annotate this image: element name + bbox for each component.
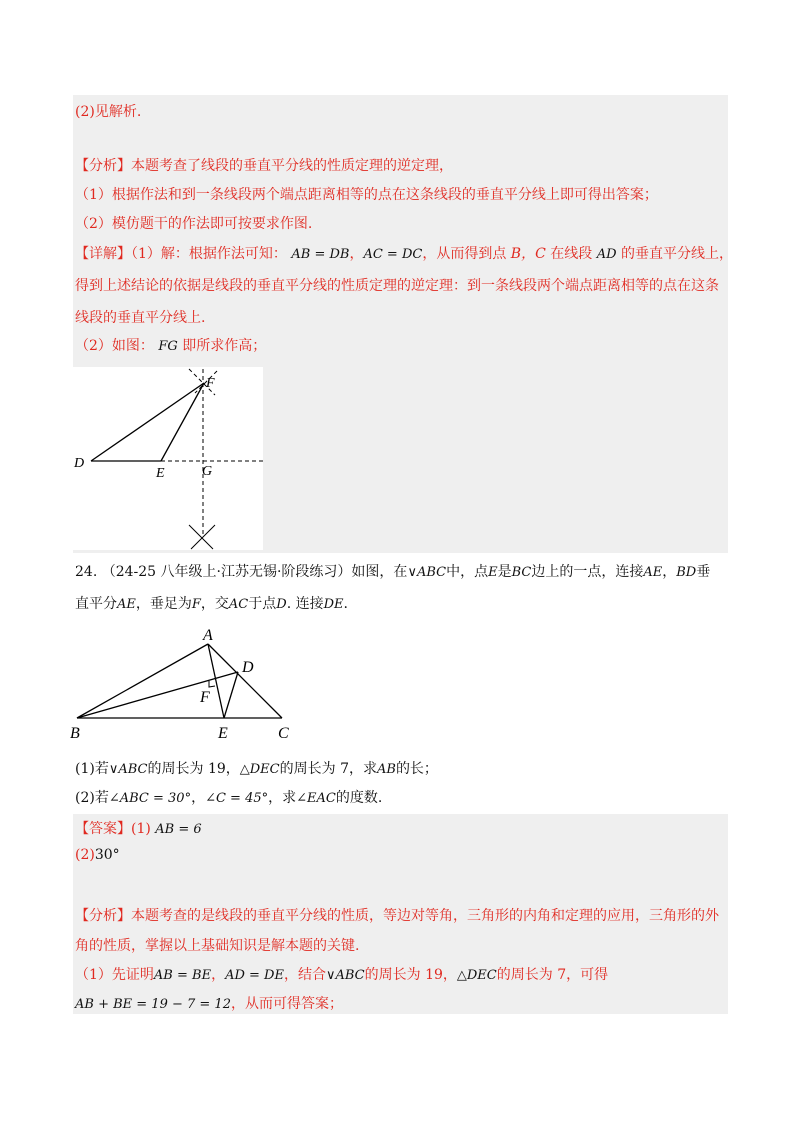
sol-eq-2: AD = DE <box>225 968 284 983</box>
analysis-tag: 【分析】 <box>75 158 131 174</box>
q24-text-1: 中，点 <box>446 564 489 580</box>
analysis2-text-1: 本题考查的是线段的垂直平分线的性质，等边对等角，三角形的内角和定理的应用，三角形的外 <box>131 908 719 924</box>
sol-text-a: （1）先证明 <box>75 967 154 983</box>
answer2-value: 30° <box>94 847 120 863</box>
q24-seg-bc: BC <box>511 565 532 580</box>
q24-figure-svg <box>70 626 300 744</box>
q24-p2-m1: ∠ABC = 30° <box>108 791 192 806</box>
right-angle-mark <box>209 681 215 687</box>
answer1-value: AB = 6 <box>155 822 202 837</box>
label-f: F <box>206 376 215 391</box>
segment-ef <box>161 383 204 461</box>
q24-p1-d: 的长； <box>395 761 438 777</box>
q24-p2-a: (2)若 <box>75 790 109 806</box>
sol-tri2: △DEC <box>456 968 497 983</box>
label-e: E <box>156 466 165 481</box>
q24-l2-f: F <box>191 597 201 612</box>
q24-l2-de: DE <box>323 597 344 612</box>
label-f: F <box>200 689 210 706</box>
q24-p1-tri: ∨ABC <box>108 762 148 777</box>
q24-p1-a: (1)若 <box>75 761 109 777</box>
segment-fg: FG <box>158 339 178 354</box>
q24-l2-dpt: D <box>276 597 287 612</box>
solution-line-2 <box>75 995 343 1014</box>
analysis-line <box>75 157 453 175</box>
q24-part-2 <box>75 789 382 808</box>
q24-line-2 <box>75 595 348 614</box>
q24-text-4: ， <box>662 564 677 580</box>
detail-line-4 <box>75 337 266 356</box>
q24-l2-e: . 连接 <box>286 596 324 612</box>
label-d: D <box>74 456 85 471</box>
segment-ad: AD <box>596 247 617 262</box>
q24-l2-c: ，交 <box>200 596 229 612</box>
q24-seg-bd: BD <box>676 565 697 580</box>
solution-line-1 <box>75 966 608 985</box>
analysis2-tag: 【分析】 <box>75 908 131 924</box>
detail-text-4b: 即所求作高； <box>182 338 267 354</box>
q24-l2-ac: AC <box>228 597 249 612</box>
q24-p1-c: 的周长为 7，求 <box>279 761 377 777</box>
q24-l2-d: 于点 <box>248 596 277 612</box>
q24-p1-ab: AB <box>376 762 396 777</box>
sol-text-e: 的周长为 7，可得 <box>496 967 609 983</box>
q24-p1-tri2: △DEC <box>239 762 280 777</box>
q24-l2-b: ，垂足为 <box>135 596 192 612</box>
q24-point-e: E <box>488 565 498 580</box>
q24-text-3: 边上的一点，连接 <box>531 564 644 580</box>
sol-eq-1: AB = BE <box>153 968 212 983</box>
construction-svg <box>73 367 263 550</box>
q24-p2-d: 的度数. <box>335 790 383 806</box>
answer-tag: 【答案】 <box>75 821 131 837</box>
eq-ac-dc: AC = DC <box>363 247 423 262</box>
label-g: G <box>202 464 213 479</box>
detail-text-4a: （2）如图： <box>75 338 154 354</box>
segment-de <box>224 672 238 718</box>
label-a: A <box>203 627 213 644</box>
q24-part-1 <box>75 760 438 779</box>
q24-figure <box>70 626 300 744</box>
sol-text-b: ， <box>211 967 226 983</box>
segment-df <box>91 383 204 461</box>
segment-ae <box>208 644 224 718</box>
q24-l2-f2: . <box>343 596 348 612</box>
q24-source: （24-25 八年级上·江苏无锡·阶段练习）如图，在 <box>101 564 408 580</box>
detail-tag: 【详解】 <box>75 246 131 262</box>
sol-tri: ∨ABC <box>325 968 365 983</box>
sol-text-f: ，从而可得答案； <box>230 996 343 1012</box>
detail-text-a: （1）解：根据作法可知： <box>131 246 287 262</box>
sol-text-d: 的周长为 19， <box>364 967 457 983</box>
detail-line-2: 得到上述结论的依据是线段的垂直平分线的性质定理的逆定理：到一条线段两个端点距离相等的点在这条 <box>75 278 719 294</box>
q24-number: 24. <box>75 564 98 580</box>
analysis-point-1: （1）根据作法和到一条线段两个端点距离相等的点在这条线段的垂直平分线上即可得出答案； <box>75 187 658 203</box>
detail-text-d: 在线段 <box>550 246 593 262</box>
points-bc: B，C <box>510 246 546 262</box>
analysis-point-2: （2）模仿题干的作法即可按要求作图. <box>75 216 313 232</box>
eq-ab-db: AB = DB <box>291 247 350 262</box>
analysis2-line-1 <box>75 907 719 925</box>
arc-mark-bottom-2 <box>191 525 215 549</box>
segment-bd <box>77 672 238 718</box>
detail-text-e: 的垂直平分线上， <box>620 246 733 262</box>
q24-line-1 <box>75 563 710 582</box>
q24-seg-ae: AE <box>643 565 663 580</box>
q24-p2-m2: ∠C = 45° <box>205 791 269 806</box>
segment-ac <box>208 644 282 718</box>
sol-eq-3: AB + BE = 19 − 7 = 12 <box>75 997 231 1012</box>
answer-part-2: (2)见解析. <box>75 104 142 120</box>
q24-l2-ae: AE <box>117 597 136 612</box>
q24-triangle: ∨ABC <box>407 565 447 580</box>
segment-ab <box>77 644 208 718</box>
arc-mark-bottom-1 <box>189 525 213 549</box>
answer-line-2 <box>75 846 120 864</box>
detail-line-1: 【详解】（1）解：根据作法可知： AB = DB，AC = DC，从而得到点 B，C 在线段 AD 的垂直平分线上， <box>75 246 733 262</box>
q24-p2-c: ，求 <box>268 790 297 806</box>
q24-text-5: 垂 <box>696 564 711 580</box>
q24-l2-a: 直平分 <box>75 596 117 612</box>
answer2-label: (2) <box>75 847 95 863</box>
detail-text-b: ，从而得到点 <box>422 246 507 262</box>
construction-figure <box>73 367 263 550</box>
q24-p2-b: ， <box>191 790 206 806</box>
answer-line-1 <box>75 820 202 839</box>
label-b: B <box>70 725 80 742</box>
sol-text-c: ，结合 <box>283 967 326 983</box>
label-e: E <box>218 725 228 742</box>
q24-text-2: 是 <box>497 564 512 580</box>
analysis2-line-2: 角的性质，掌握以上基础知识是解本题的关键. <box>75 938 360 954</box>
label-c: C <box>278 725 289 742</box>
detail-line-3: 线段的垂直平分线上. <box>75 310 206 326</box>
q24-p2-m3: ∠EAC <box>296 791 336 806</box>
analysis-text: 本题考查了线段的垂直平分线的性质定理的逆定理， <box>131 158 453 174</box>
answer1-label: (1) <box>131 821 151 837</box>
q24-p1-b: 的周长为 19， <box>147 761 240 777</box>
label-d: D <box>242 659 254 676</box>
